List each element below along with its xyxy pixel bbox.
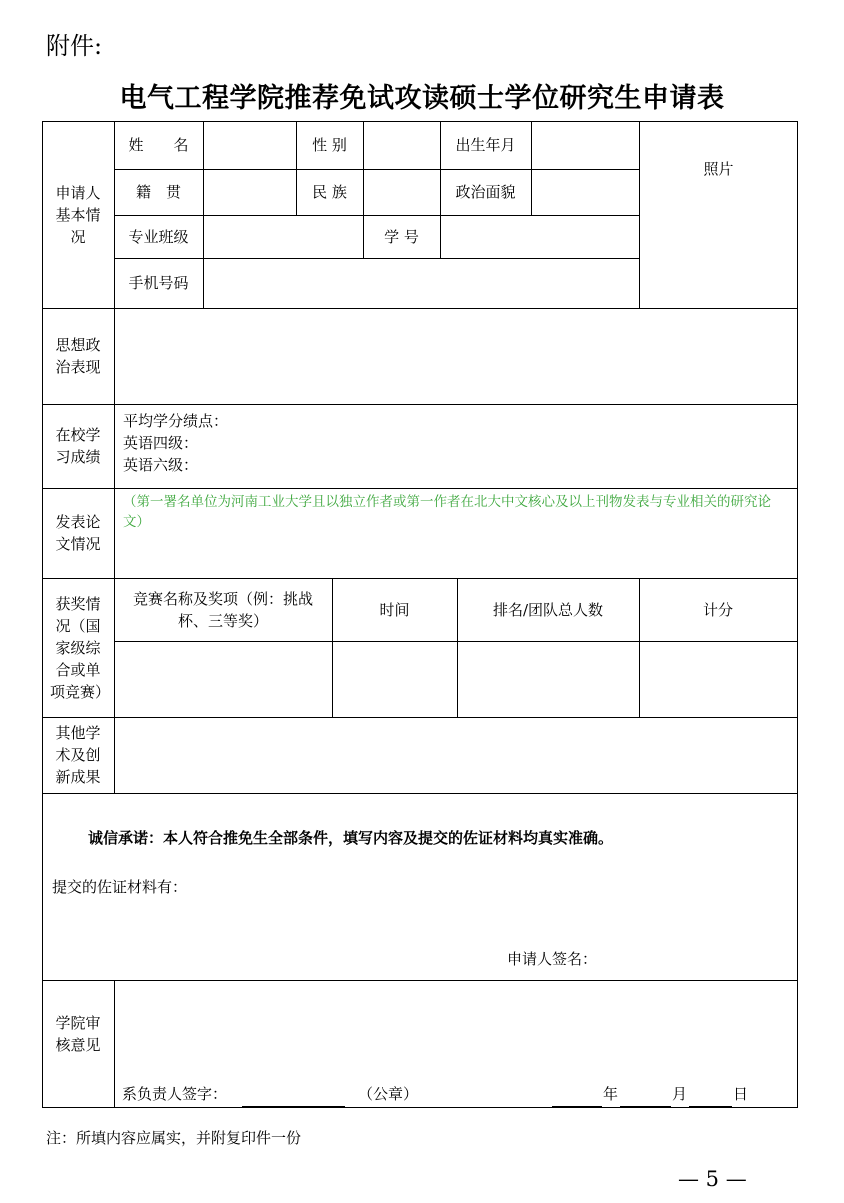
papers-label: 发表论文情况 xyxy=(55,513,101,553)
cet6-label: 英语六级： xyxy=(123,456,199,474)
footer-note: 注：所填内容应属实，并附复印件一份 xyxy=(46,1129,302,1147)
day-input-line[interactable] xyxy=(689,1085,732,1107)
awards-rank-input[interactable] xyxy=(458,642,638,716)
native-place-label: 籍 贯 xyxy=(135,183,181,201)
birth-date-input-cell[interactable] xyxy=(532,122,638,168)
applicant-signature-input[interactable] xyxy=(610,944,790,974)
awards-col-competition: 竞赛名称及奖项（例：挑战杯、三等奖） xyxy=(132,589,313,630)
materials-label: 提交的佐证材料有： xyxy=(52,878,188,896)
dept-head-sign-label: 系负责人签字： xyxy=(122,1085,228,1103)
form-title: 电气工程学院推荐免试攻读硕士学位研究生申请表 xyxy=(119,83,725,114)
awards-time-input[interactable] xyxy=(333,642,456,716)
name-label: 姓 名 xyxy=(128,136,189,154)
year-label: 年 xyxy=(603,1085,619,1103)
awards-col-time: 时间 xyxy=(379,600,410,619)
ethnicity-label: 民 族 xyxy=(312,183,347,201)
attachment-label: 附件: xyxy=(46,32,103,60)
basic-info-section-label: 申请人基本情况 xyxy=(55,183,101,246)
college-review-input[interactable] xyxy=(115,981,797,1067)
cet4-label: 英语四级： xyxy=(123,434,199,452)
gender-input-cell[interactable] xyxy=(364,122,439,168)
papers-input-cell[interactable] xyxy=(115,489,797,577)
phone-input-cell[interactable] xyxy=(204,259,638,307)
academic-label: 在校学习成绩 xyxy=(55,426,101,466)
student-id-input-cell[interactable] xyxy=(441,216,638,257)
political-status-input-cell[interactable] xyxy=(532,170,638,214)
awards-label: 获奖情况（国家级综合或单项竞赛） xyxy=(50,594,111,701)
ideology-input-cell[interactable] xyxy=(115,309,797,403)
other-achievements-label: 其他学术及创新成果 xyxy=(55,724,101,786)
materials-input[interactable] xyxy=(52,898,792,942)
seal-label: （公章） xyxy=(358,1085,419,1103)
photo-label: 照片 xyxy=(703,160,734,178)
other-achievements-input[interactable] xyxy=(115,718,797,792)
gpa-label: 平均学分绩点： xyxy=(123,412,229,430)
major-class-label: 专业班级 xyxy=(128,227,189,246)
month-label: 月 xyxy=(672,1085,688,1103)
page-number: — 5 — xyxy=(678,1167,747,1191)
awards-col-score: 计分 xyxy=(702,600,733,619)
applicant-signature-label: 申请人签名： xyxy=(507,950,598,968)
awards-score-input[interactable] xyxy=(640,642,797,716)
integrity-promise: 诚信承诺：本人符合推免生全部条件，填写内容及提交的佐证材料均真实准确。 xyxy=(88,829,614,847)
ethnicity-input-cell[interactable] xyxy=(364,170,439,214)
papers-hint: （第一署名单位为河南工业大学且以独立作者或第一作者在北大中文核心及以上刊物发表与专业相关的研究论文） xyxy=(123,494,771,530)
photo-area[interactable] xyxy=(640,122,797,307)
academic-input-cell[interactable] xyxy=(115,405,797,487)
name-input-cell[interactable] xyxy=(204,122,295,168)
birth-date-label: 出生年月 xyxy=(455,136,516,154)
month-input-line[interactable] xyxy=(620,1085,671,1107)
student-id-label: 学 号 xyxy=(384,227,419,246)
dept-head-sign-line[interactable] xyxy=(242,1085,345,1107)
college-review-label: 学院审核意见 xyxy=(55,1013,101,1054)
ideology-label: 思想政治表现 xyxy=(55,336,101,376)
major-class-input-cell[interactable] xyxy=(204,216,362,257)
awards-competition-input[interactable] xyxy=(115,642,331,716)
year-input-line[interactable] xyxy=(552,1085,602,1107)
awards-col-rank: 排名/团队总人数 xyxy=(492,600,604,619)
political-status-label: 政治面貌 xyxy=(455,183,516,201)
gender-label: 性 别 xyxy=(312,136,347,154)
day-label: 日 xyxy=(733,1085,749,1103)
native-place-input-cell[interactable] xyxy=(204,170,295,214)
phone-label: 手机号码 xyxy=(128,274,189,292)
